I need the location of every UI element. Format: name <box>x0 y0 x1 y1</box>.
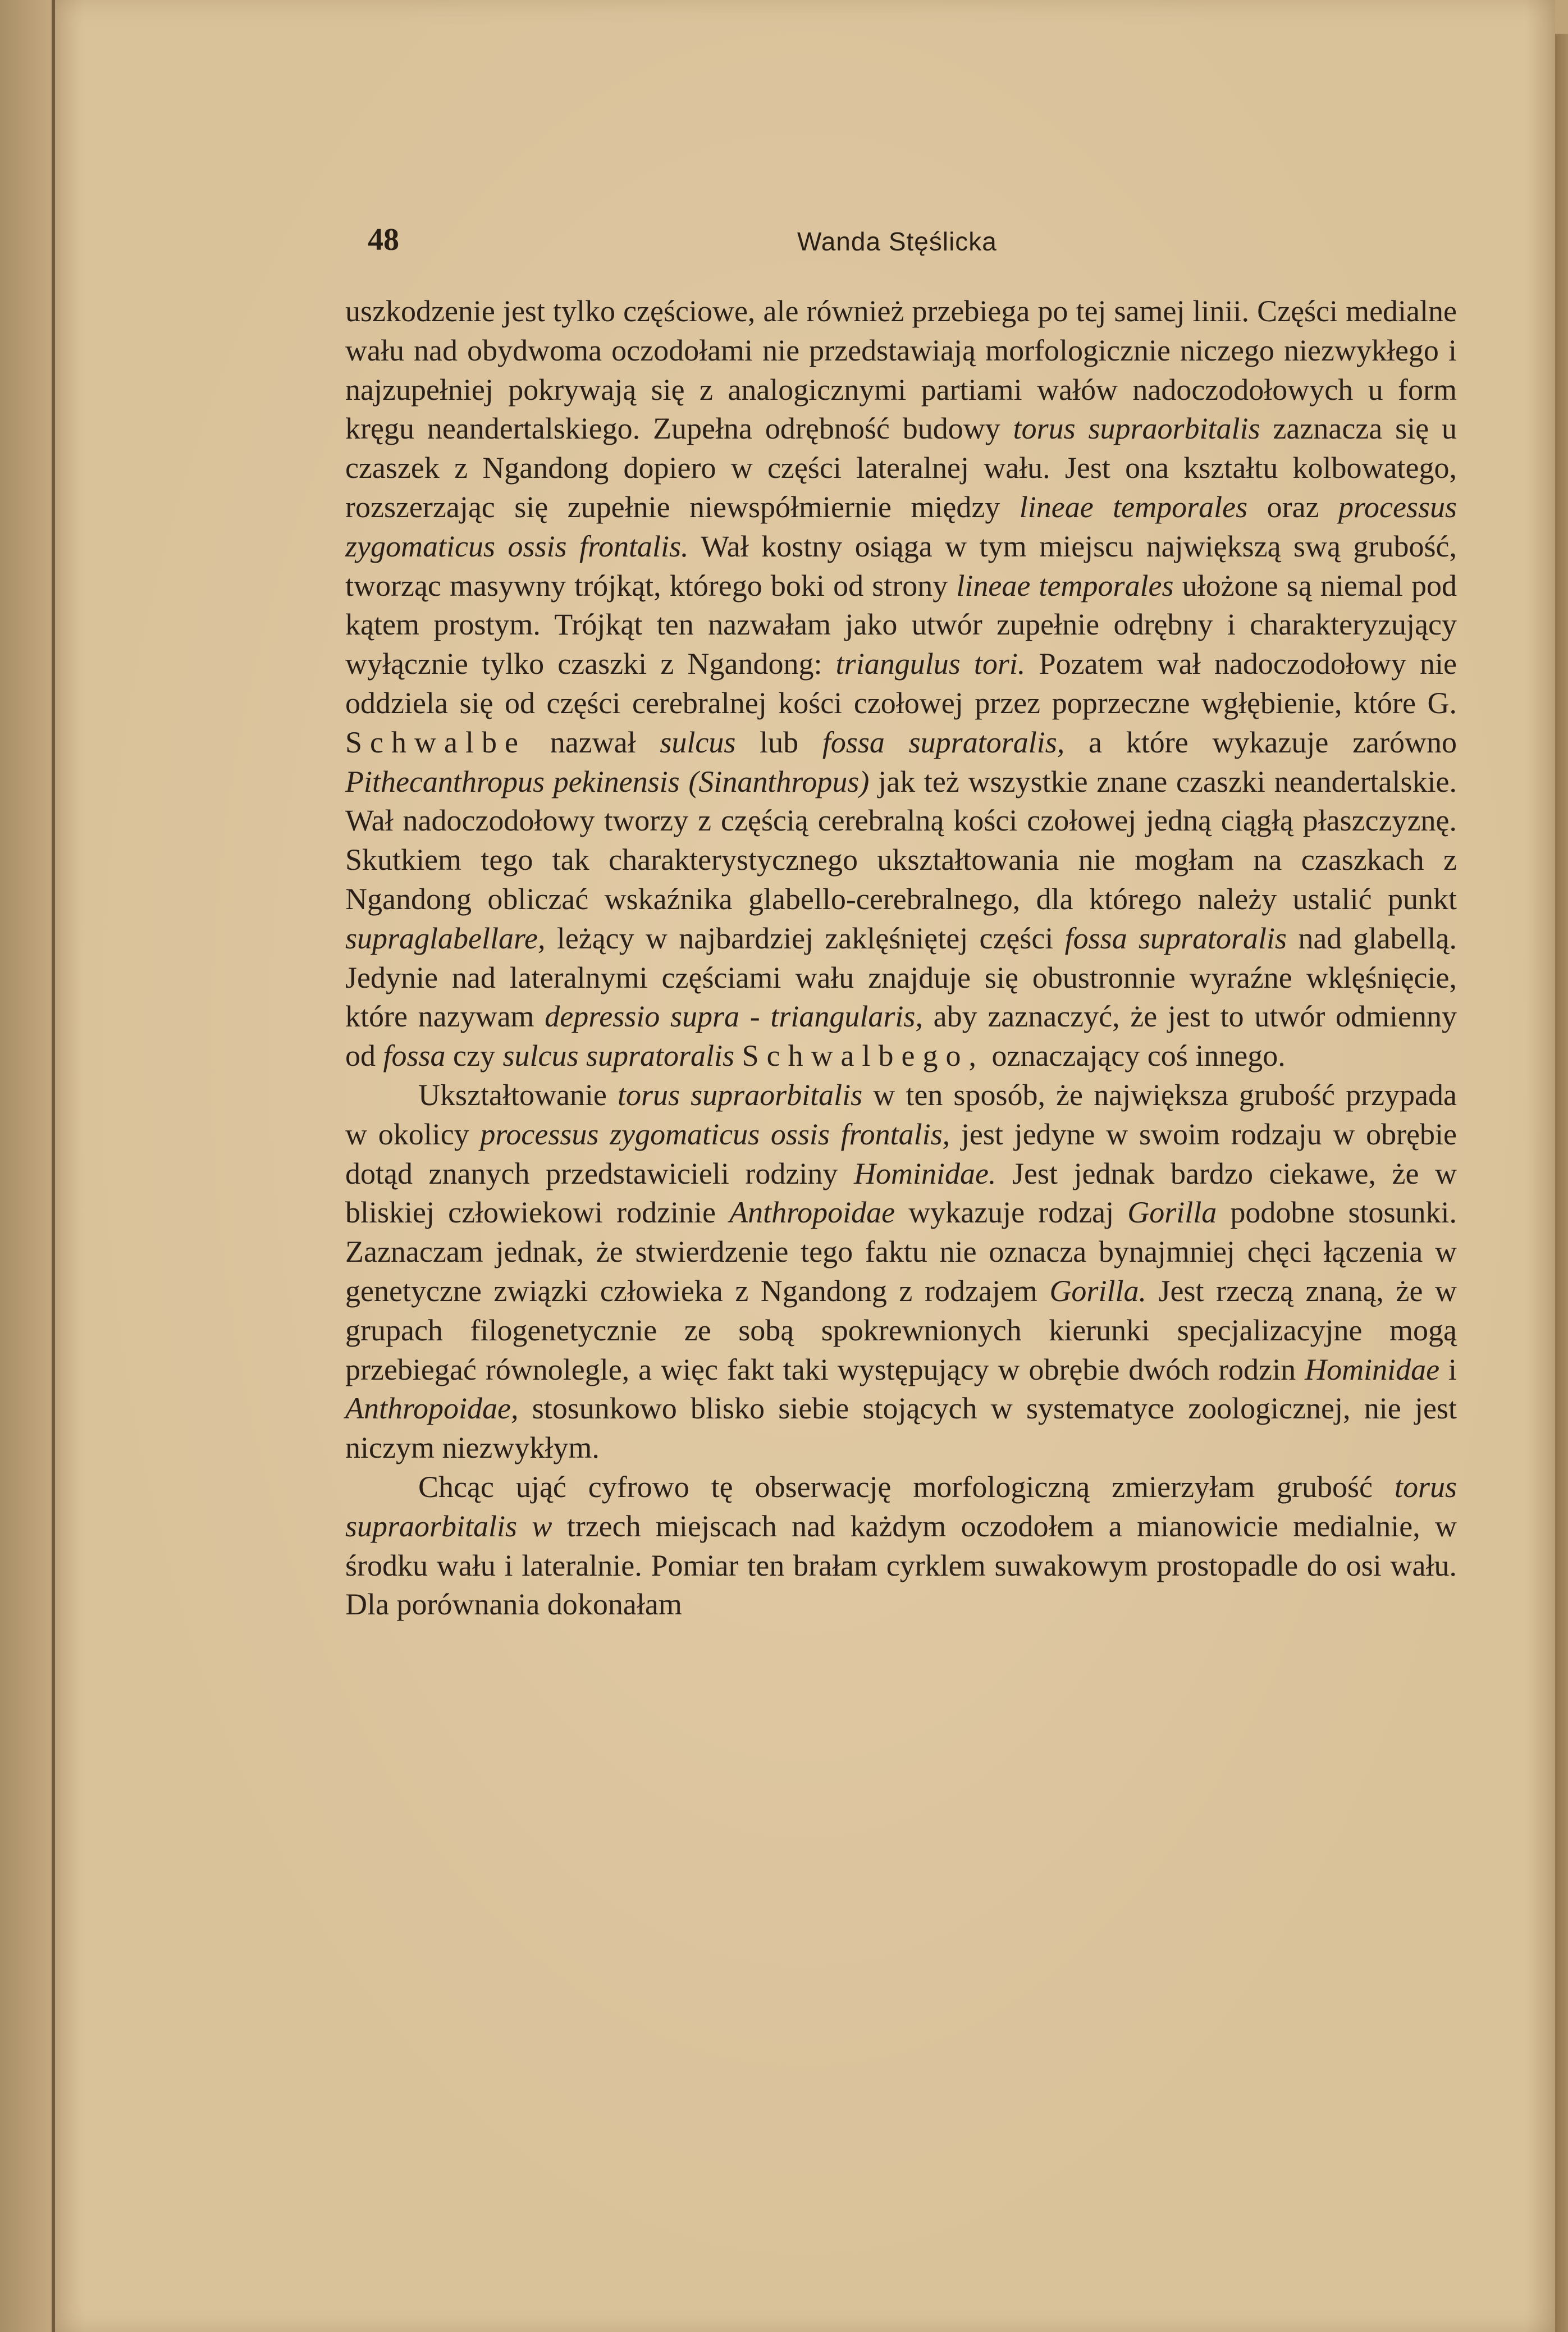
italic-term: fossa supratoralis, <box>822 725 1065 759</box>
italic-term: sulcus supratoralis <box>502 1039 735 1073</box>
text-run: aby zaznaczyć, że jest to utwór odmienny od <box>345 1000 1457 1073</box>
text-run: Chcąc ująć cyfrowo tę obserwację morfologiczną zmierzyłam grubość <box>418 1470 1395 1504</box>
text-run: ułożone są niemal pod kątem prostym. Trójkąt ten nazwałam jako utwór zupełnie odrębny i charakteryzujący wyłącznie tylko czaszki z Ngandong: <box>345 568 1457 681</box>
italic-term: sulcus <box>660 725 736 759</box>
text-run: i <box>1439 1352 1457 1386</box>
text-run: lub <box>735 725 822 759</box>
text-run: w ten sposób, że największa grubość przypada w okolicy <box>345 1078 1457 1151</box>
body-text <box>345 292 1457 1624</box>
text-run: jest jedyne w swoim rodzaju w obrębie dotąd znanych przedstawicieli rodziny <box>345 1117 1457 1190</box>
text-run: Jest jednak bardzo ciekawe, że w bliskiej człowiekowi rodzinie <box>345 1156 1457 1230</box>
italic-term: fossa <box>383 1039 446 1073</box>
text-run: podobne stosunki. Zaznaczam jednak, że stwierdzenie tego faktu nie oznacza bynajmniej chęci łączenia w genetyczne związki człowieka z Ngandong z rodzajem <box>345 1195 1457 1308</box>
text-run: wykazuje rodzaj <box>895 1195 1128 1230</box>
text-run: Ukształtowanie <box>418 1078 618 1112</box>
italic-term: Hominidae. <box>853 1156 996 1190</box>
italic-term: processus zygomaticus ossis frontalis. <box>345 490 1457 563</box>
text-run: nad glabellą. Jedynie nad lateralnymi częściami wału znajduje się obustronnie wyraźne wklęśnięcie, które nazywam <box>345 921 1457 1034</box>
text-run: leżący w najbardziej zaklęśniętej części <box>545 921 1065 955</box>
running-head <box>0 222 1568 267</box>
italic-term: lineae temporales <box>956 568 1174 603</box>
italic-term: Hominidae <box>1305 1352 1440 1386</box>
spaced-name: Schwalbe <box>345 725 526 759</box>
italic-term: torus supraorbitalis w <box>345 1470 1457 1543</box>
paragraph <box>345 1468 1457 1624</box>
italic-term: torus supraorbitalis <box>1013 412 1260 446</box>
italic-term: Gorilla. <box>1049 1274 1146 1308</box>
italic-term: supraglabellare, <box>345 921 546 955</box>
italic-term: Gorilla <box>1127 1195 1217 1230</box>
text-run: stosunkowo blisko siebie stojących w systematyce zoologicznej, nie jest niczym niezwykłym. <box>345 1391 1457 1465</box>
paragraph <box>345 292 1457 1076</box>
text-run: trzech miejscach nad każdym oczodołem a mianowicie medialnie, w środku wału i lateralnie. Pomiar ten brałam cyrklem suwakowym prostopadle do osi wału. Dla porównania dokonałam <box>345 1509 1457 1622</box>
spaced-name: Schwalbego, <box>742 1039 984 1073</box>
text-run: jak też wszystkie znane czaszki neandertalskie. Wał nadoczodołowy tworzy z częścią cerebralną kości czołowej jedną ciągłą płaszczyznę. Skutkiem tego tak charakterystycznego ukształtowania nie mogłam na czaszkach z Ngandong obliczać wskaźnika glabello-cerebralnego, dla którego należy ustalić punkt <box>345 764 1457 916</box>
text-run: nazwał <box>525 725 660 759</box>
italic-term: Anthropoidae <box>729 1195 895 1230</box>
italic-term: Pithecanthropus pekinensis (Sinanthropus) <box>345 764 870 798</box>
text-run: Jest rzeczą znaną, że w grupach filogenetycznie ze sobą spokrewnionych kierunki specjalizacyjne mogą przebiegać równolegle, a więc fakt taki występujący w obrębie dwóch rodzin <box>345 1274 1457 1386</box>
italic-term: Anthropoidae, <box>345 1391 519 1426</box>
text-run: zaznacza się u czaszek z Ngandong dopiero w części lateralnej wału. Jest ona kształtu kolbowatego, rozszerzając się zupełnie niewspółmiernie między <box>345 412 1457 524</box>
page-number: 48 <box>368 222 399 257</box>
text-run: a które wykazuje zarówno <box>1064 725 1457 759</box>
text-run <box>734 1039 742 1073</box>
text-run: Wał kostny osiąga w tym miejscu największą swą grubość, tworząc masywny trójkąt, którego boki od strony <box>345 529 1457 603</box>
italic-term: depressio supra - triangularis, <box>545 1000 923 1034</box>
italic-term: fossa supratoralis <box>1064 921 1287 955</box>
text-run: uszkodzenie jest tylko częściowe, ale również przebiega po tej samej linii. Części medialne wału nad obydwoma oczodołami nie przedstawiają morfologicznie niczego niezwykłego i najzupełniej pokrywają się z analogicznymi partiami wałów nadoczodołowych u form kręgu neandertalskiego. Zupełna odrębność budowy <box>345 294 1457 446</box>
text-run: oznaczający coś innego. <box>984 1039 1286 1073</box>
italic-term: lineae temporales <box>1019 490 1248 524</box>
italic-term: torus supraorbitalis <box>617 1078 863 1112</box>
text-run: oraz <box>1247 490 1338 524</box>
italic-term: processus zygomaticus ossis frontalis, <box>480 1117 950 1151</box>
italic-term: triangulus tori. <box>835 647 1026 681</box>
paragraph <box>345 1076 1457 1468</box>
text-run: czy <box>445 1039 503 1073</box>
text-run: Pozatem wał nadoczodołowy nie oddziela się od części cerebralnej kości czołowej przez poprzeczne wgłębienie, które G. <box>345 647 1457 720</box>
running-title: Wanda Stęślicka <box>797 227 997 256</box>
